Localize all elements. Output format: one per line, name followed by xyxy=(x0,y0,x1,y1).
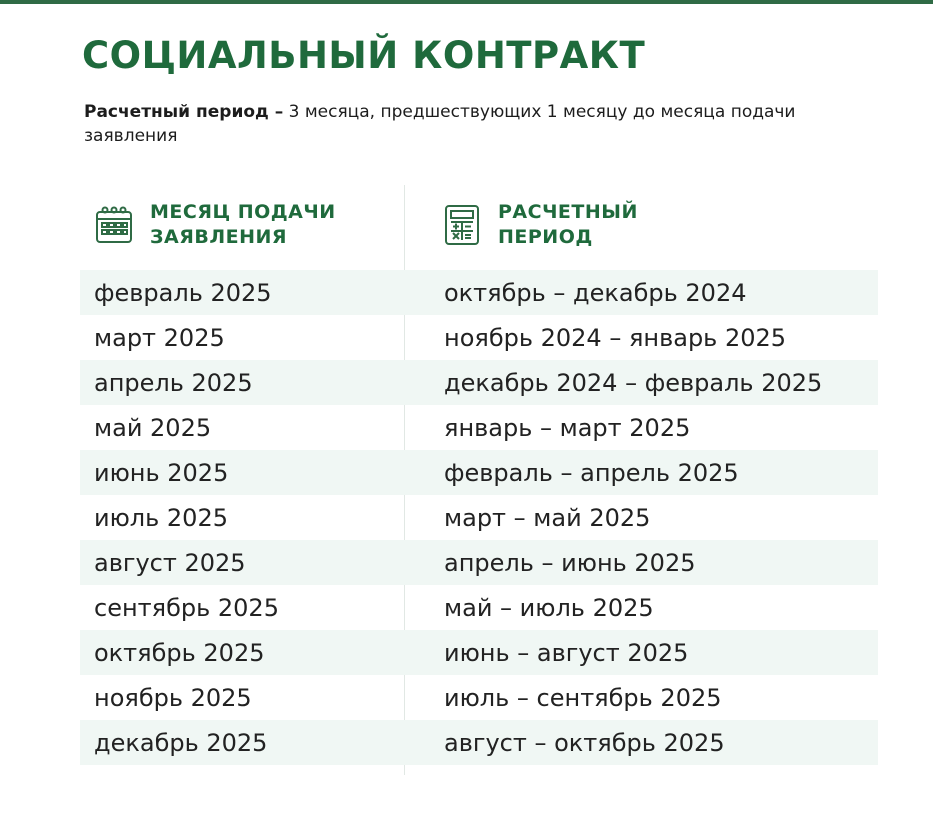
column-header-month-label: МЕСЯЦ ПОДАЧИ ЗАЯВЛЕНИЯ xyxy=(150,201,336,248)
cell-application-month: май 2025 xyxy=(94,413,212,442)
table-row xyxy=(80,360,878,405)
table-row xyxy=(80,720,878,765)
cell-application-month: сентябрь 2025 xyxy=(94,593,279,622)
table-row xyxy=(80,675,878,720)
table-row xyxy=(80,270,878,315)
cell-calculation-period: май – июль 2025 xyxy=(444,593,654,622)
cell-calculation-period: ноябрь 2024 – январь 2025 xyxy=(444,323,787,352)
cell-application-month: апрель 2025 xyxy=(94,368,253,397)
cell-application-month: декабрь 2025 xyxy=(94,728,268,757)
table-row xyxy=(80,540,878,585)
column-header-month xyxy=(92,200,336,250)
table-row xyxy=(80,315,878,360)
intro-text xyxy=(84,100,864,148)
cell-calculation-period: январь – март 2025 xyxy=(444,413,691,442)
cell-calculation-period: февраль – апрель 2025 xyxy=(444,458,739,487)
cell-calculation-period: март – май 2025 xyxy=(444,503,651,532)
cell-application-month: март 2025 xyxy=(94,323,225,352)
table-row xyxy=(80,630,878,675)
top-border-strip xyxy=(0,0,933,4)
calculator-icon xyxy=(440,202,484,248)
table-row xyxy=(80,585,878,630)
cell-application-month: август 2025 xyxy=(94,548,246,577)
cell-calculation-period: июль – сентябрь 2025 xyxy=(444,683,722,712)
intro-description: 3 месяца, предшествующих 1 месяцу до месяца подачи заявления xyxy=(84,102,796,146)
cell-calculation-period: август – октябрь 2025 xyxy=(444,728,725,757)
periods-table xyxy=(80,270,878,765)
cell-calculation-period: октябрь – декабрь 2024 xyxy=(444,278,747,307)
intro-term: Расчетный период – xyxy=(84,102,284,122)
cell-application-month: ноябрь 2025 xyxy=(94,683,252,712)
cell-calculation-period: апрель – июнь 2025 xyxy=(444,548,696,577)
column-header-period xyxy=(440,200,638,250)
cell-calculation-period: декабрь 2024 – февраль 2025 xyxy=(444,368,823,397)
table-row xyxy=(80,495,878,540)
page-title: СОЦИАЛЬНЫЙ КОНТРАКТ xyxy=(82,34,646,77)
cell-application-month: октябрь 2025 xyxy=(94,638,265,667)
cell-application-month: июль 2025 xyxy=(94,503,228,532)
calendar-icon xyxy=(92,202,136,248)
cell-application-month: июнь 2025 xyxy=(94,458,229,487)
cell-application-month: февраль 2025 xyxy=(94,278,272,307)
table-row xyxy=(80,405,878,450)
table-row xyxy=(80,450,878,495)
column-header-period-label: РАСЧЕТНЫЙ ПЕРИОД xyxy=(498,201,638,248)
cell-calculation-period: июнь – август 2025 xyxy=(444,638,689,667)
